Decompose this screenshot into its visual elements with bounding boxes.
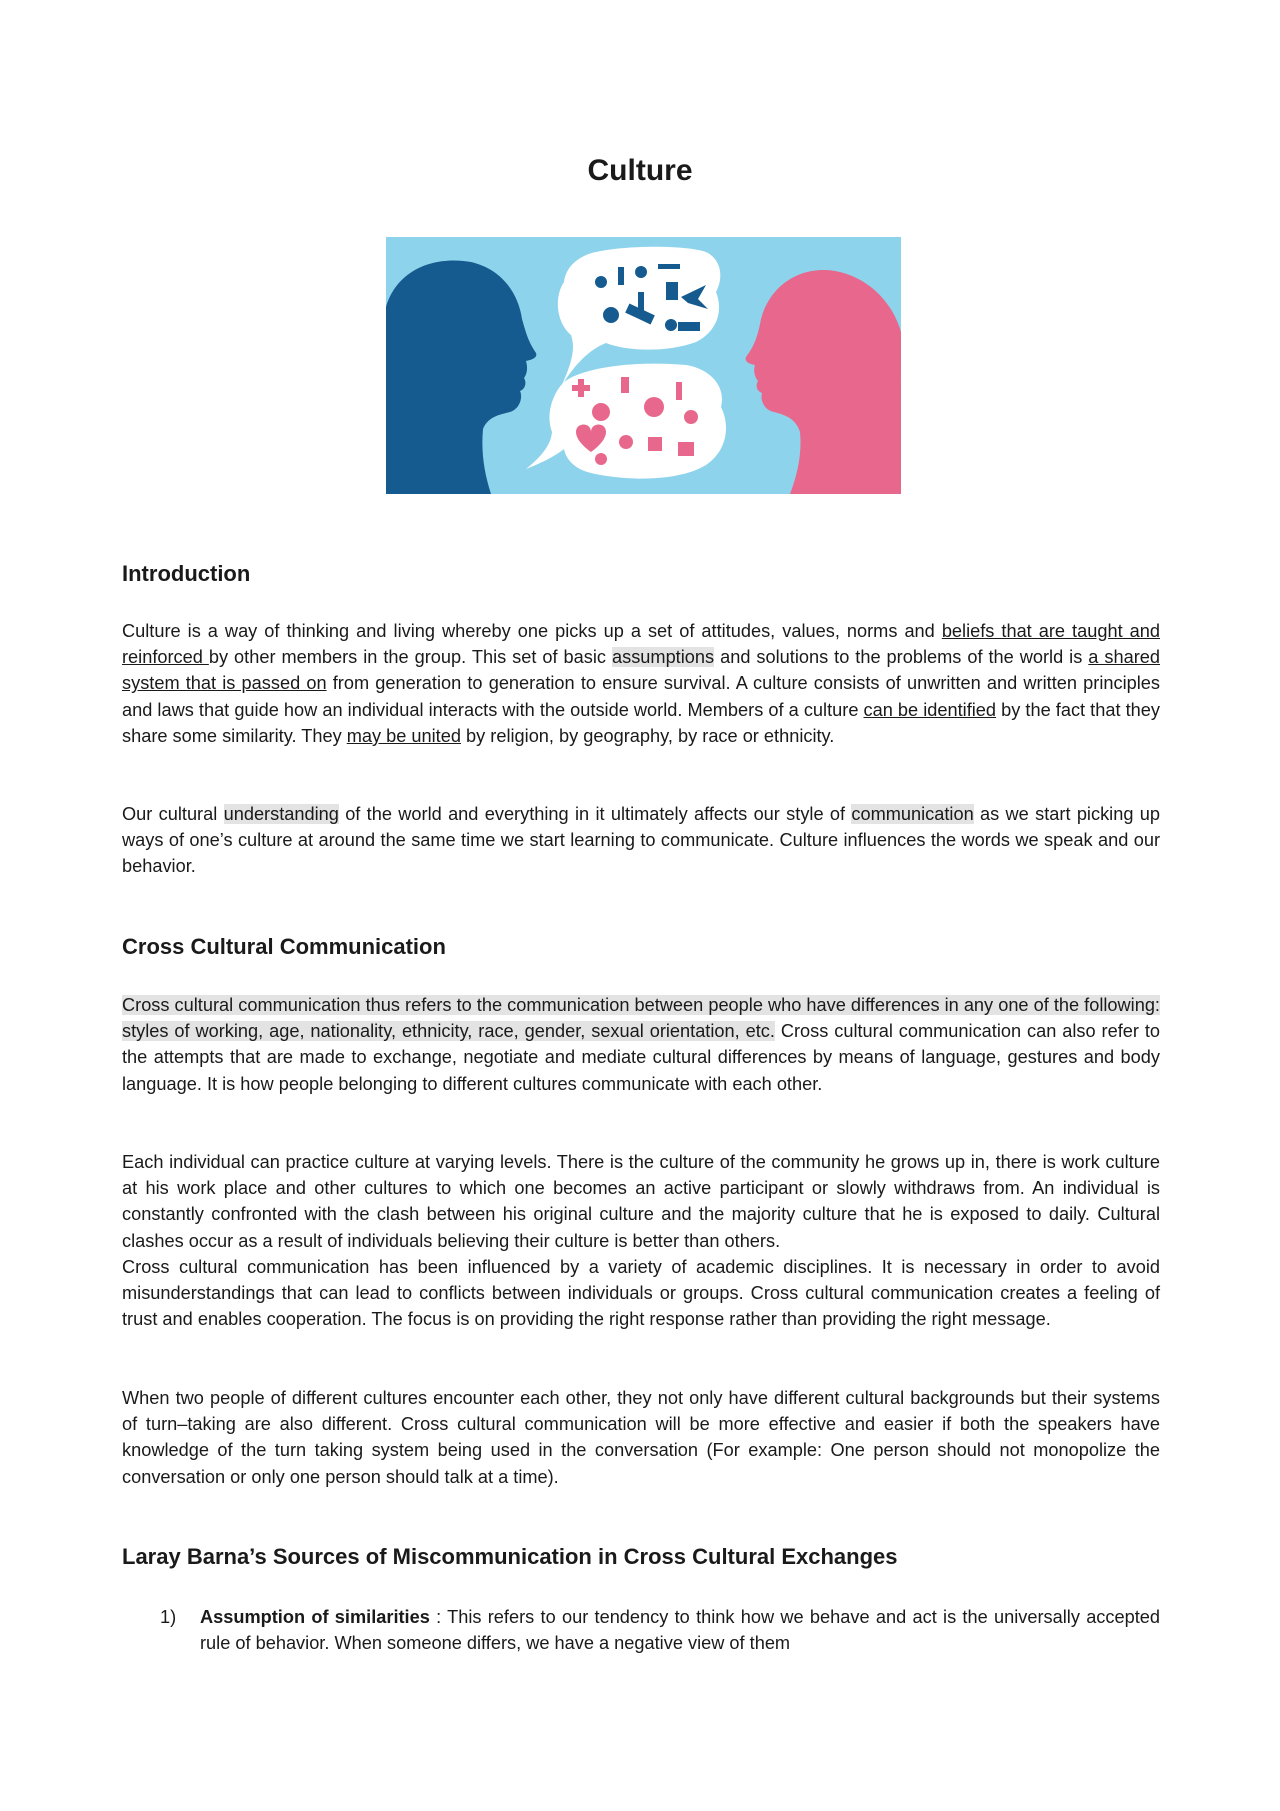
section-heading-cross-cultural: Cross Cultural Communication (122, 934, 446, 959)
highlighted-text: understanding (223, 804, 339, 824)
coin-icon (595, 276, 607, 288)
cross-paragraph-1 (122, 992, 1160, 1097)
intro-paragraph-2 (122, 801, 1160, 880)
cross-paragraph-2: Each individual can practice culture at varying levels. There is the culture of the community he grows up in, there is work culture at his work place and other cultures to which one becomes an active participant or slowly withdraws from. An individual is constantly confronted with the clash between his original culture and the majority culture that he is exposed to daily. Cultural clashes occur as a result of individuals believing their culture is better than others. (122, 1152, 1160, 1251)
underlined-text: beliefs that are taught and reinforced (122, 621, 1160, 668)
cross-icon-h (572, 385, 590, 391)
list-item-body (200, 1604, 1160, 1656)
culture-illustration (386, 237, 901, 494)
glass-icon (618, 267, 624, 285)
calendar-icon (678, 442, 694, 456)
underlined-text: a shared system that is passed on (122, 647, 1160, 694)
page-title: Culture (587, 154, 693, 187)
highlighted-text: communication (851, 804, 974, 824)
text-run: by the fact that they share some similarity. They (122, 699, 1160, 746)
dollar-icon (603, 307, 619, 323)
flower-icon (684, 410, 698, 424)
section-heading-barna: Laray Barna’s Sources of Miscommunication in Cross Cultural Exchanges (122, 1544, 898, 1569)
underlined-text: may be united (346, 725, 461, 746)
intro-paragraph-1 (122, 618, 1160, 749)
section-heading-introduction: Introduction (122, 561, 251, 586)
text-run: by religion, by geography, by race or ethnicity. (460, 725, 835, 746)
text-run: and solutions to the problems of the world is (714, 647, 1089, 668)
text-run: of the world and everything in it ultimately affects our style of (338, 804, 852, 824)
ring-icon (619, 435, 633, 449)
dumbbell-icon (658, 264, 680, 269)
racket-icon (644, 397, 664, 417)
vase-icon (595, 453, 607, 465)
culture-illustration-svg (386, 237, 901, 494)
car-icon (678, 322, 700, 331)
highlighted-text: Cross cultural communication thus refers to the communication between people who have differences in any one of the following: styles of working, age, nationality, ethnicity, race, gender, sexual orientation, etc. (122, 995, 1160, 1042)
text-run: Our cultural (122, 804, 224, 824)
underlined-text: can be identified (863, 699, 997, 720)
text-run: as we start picking up ways of one’s culture at around the same time we start learning to communicate. Culture influences the words we speak and our behavior. (122, 804, 1160, 877)
cross-paragraph-3: Cross cultural communication has been influenced by a variety of academic disciplines. It is necessary in order to avoid misunderstandings that can lead to conflicts between individuals or groups. Cross cultural communication creates a feeling of trust and enables cooperation. The focus is on providing the right response rather than providing the right message. (122, 1257, 1160, 1330)
highlighted-text: assumptions (612, 647, 715, 668)
gender-icon (635, 266, 647, 278)
drink-icon (621, 377, 629, 393)
list-item-term: Assumption of similarities (200, 1607, 430, 1627)
lipstick-icon (676, 382, 682, 400)
phone-icon (666, 282, 678, 300)
text-run: by other members in the group. This set of basic (208, 647, 612, 668)
text-run: from generation to generation to ensure survival. A culture consists of unwritten and written principles and laws that guide how an individual interacts with the outside world. Members of a culture (122, 673, 1160, 720)
list-item-number: 1) (160, 1607, 177, 1627)
text-run: Culture is a way of thinking and living whereby one picks up a set of attitudes, values, norms and (122, 621, 942, 641)
text-run: Cross cultural communication can also refer to the attempts that are made to exchange, negotiate and mediate cultural differences by means of language, gestures and body language. It is how people belonging to different cultures communicate with each other. (122, 1021, 1160, 1094)
cross-paragraph-4: When two people of different cultures encounter each other, they not only have different cultural backgrounds but their systems of turn–taking are also different. Cross cultural communication will be more effective and easier if both the speakers have knowledge of the turn taking system being used in the conversation (For example: One person should not monopolize the conversation or only one person should talk at a time). (122, 1388, 1160, 1487)
cake-icon (592, 403, 610, 421)
ball-icon (665, 319, 677, 331)
list-item-text: : This refers to our tendency to think how we behave and act is the universally accepted rule of behavior. When someone differs, we have a negative view of them (200, 1607, 1161, 1654)
bag-icon (648, 437, 662, 451)
